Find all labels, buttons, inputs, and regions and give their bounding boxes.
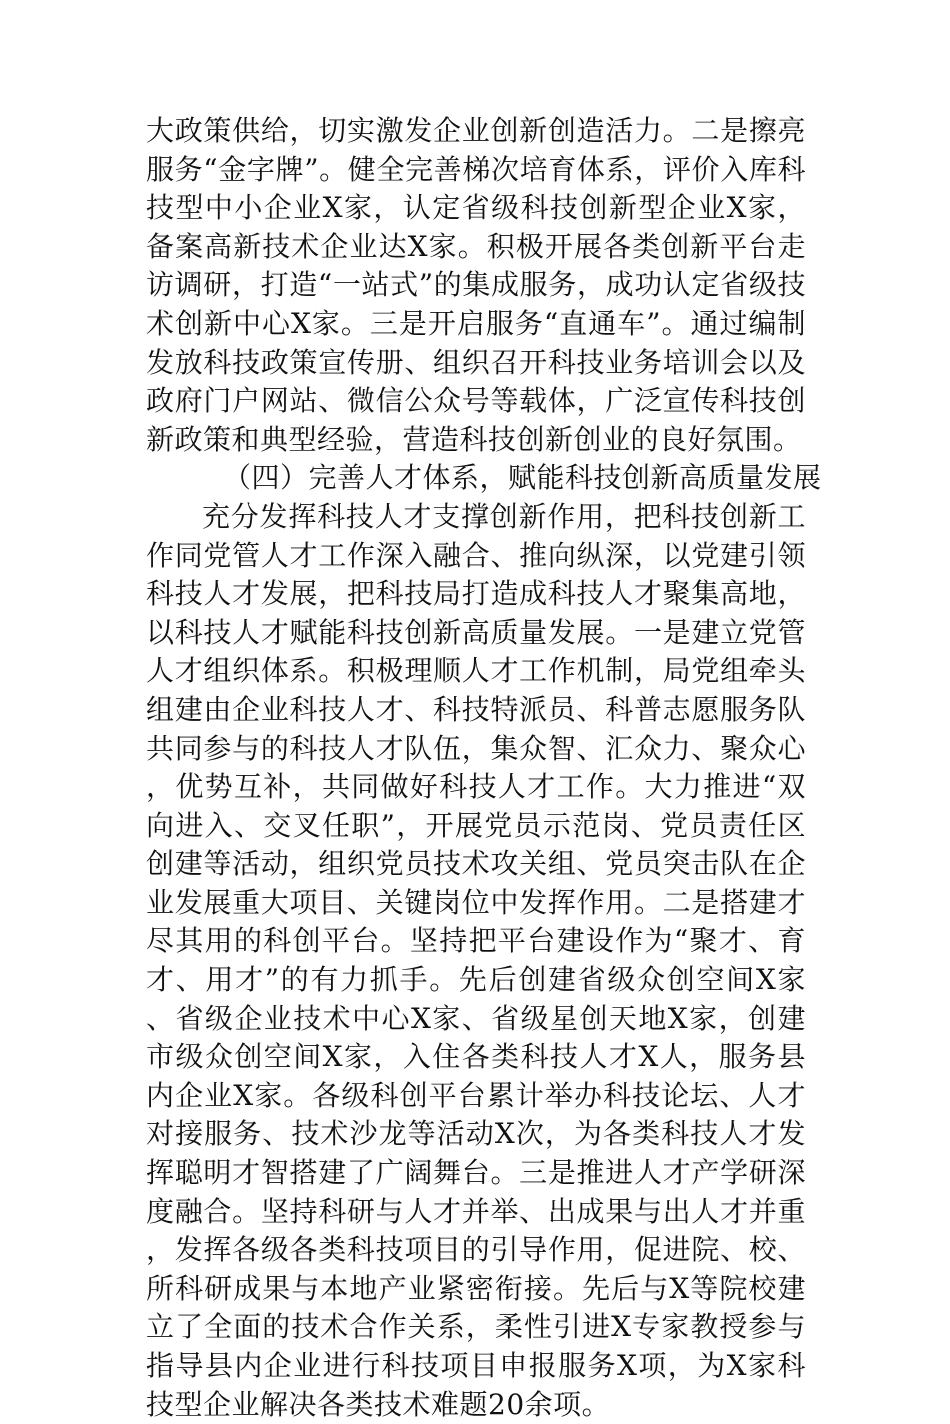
body-paragraph-continued: 大政策供给，切实激发企业创新创造活力。二是擦亮服务“金字牌”。健全完善梯次培育体系，评价入库科技型中小企业X家，认定省级科技创新型企业X家，备案高新技术企业达X家。积极开展各类创新平台走访调研，打造“一站式”的集成服务，成功认定省级技术创新中心X家。三是开启服务“直通车”。通过编制发放科技政策宣传册、组织召开科技业务培训会以及政府门户网站、微信公众号等载体，广泛宣传科技创新政策和典型经验，营造科技创新创业的良好氛围。	[146, 114, 806, 456]
body-paragraph: 充分发挥科技人才支撑创新作用，把科技创新工作同党管人才工作深入融合、推向纵深，以党建引领科技人才发展，把科技局打造成科技人才聚集高地，以科技人才赋能科技创新高质量发展。一是建立党管人才组织体系。积极理顺人才工作机制，局党组牵头组建由企业科技人才、科技特派员、科普志愿服务队共同参与的科技人才队伍，集众智、汇众力、聚众心，优势互补，共同做好科技人才工作。大力推进“双向进入、交叉任职”，开展党员示范岗、党员责任区创建等活动，组织党员技术攻关组、党员突击队在企业发展重大项目、关键岗位中发挥作用。二是搭建才尽其用的科创平台。坚持把平台建设作为“聚才、育才、用才”的有力抓手。先后创建省级众创空间X家、省级企业技术中心X家、省级星创天地X家，创建市级众创空间X家，入住各类科技人才X人，服务县内企业X家。各级科创平台累计举办科技论坛、人才对接服务、技术沙龙等活动X次，为各类科技人才发挥聪明才智搭建了广阔舞台。三是推进人才产学研深度融合。坚持科研与人才并举、出成果与出人才并重，发挥各级各类科技项目的引导作用，促进院、校、所科研成果与本地产业紧密衔接。先后与X等院校建立了全面的技术合作关系，柔性引进X专家教授参与指导县内企业进行科技项目申报服务X项，为X家科技型企业解决各类技术难题20余项。	[146, 499, 806, 1421]
section-heading: （四）完善人才体系，赋能科技创新高质量发展	[223, 461, 822, 495]
document-page	[146, 112, 822, 1424]
